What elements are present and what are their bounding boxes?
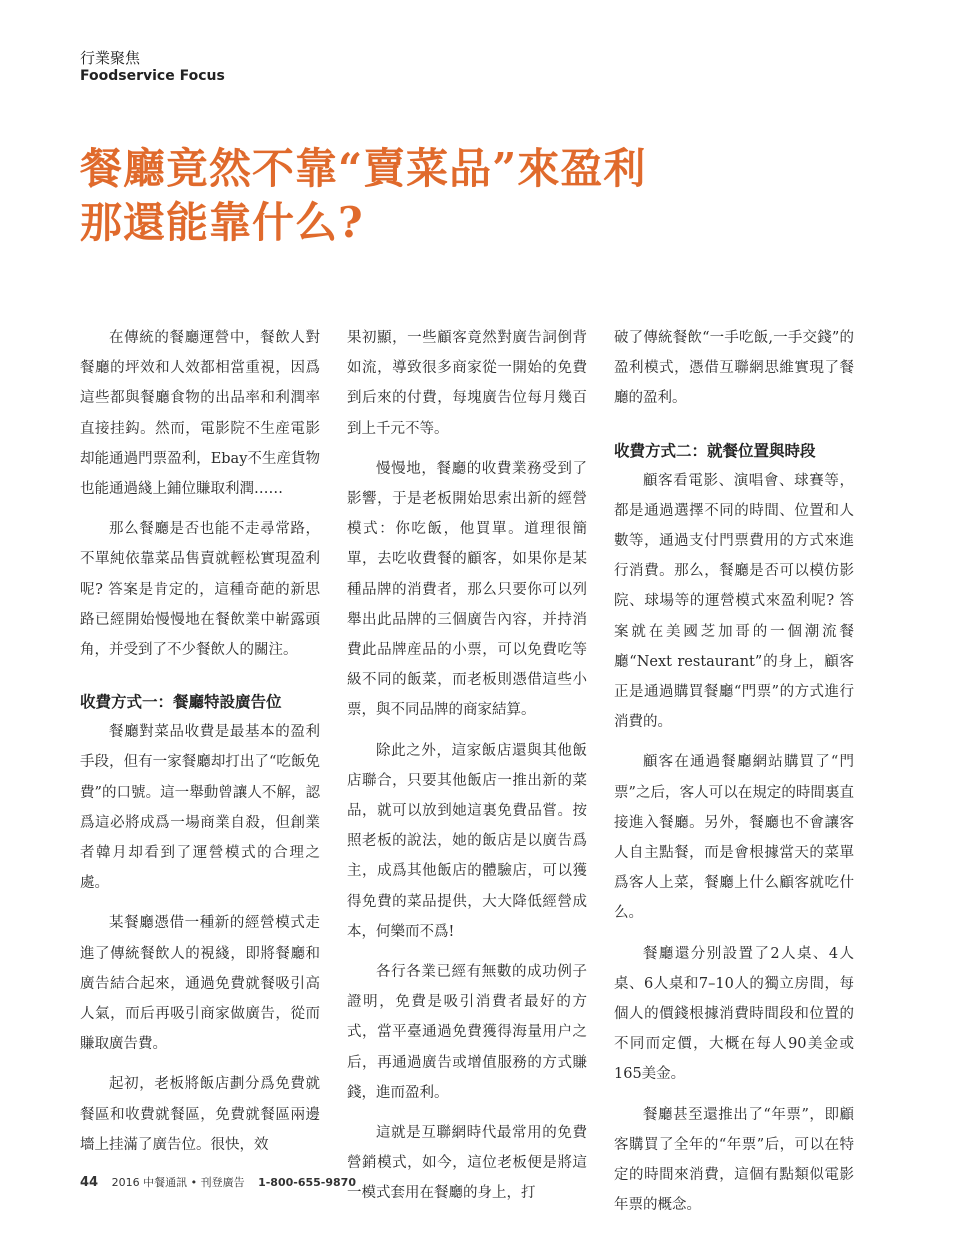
title-line-2: 那還能靠什么? <box>80 198 364 247</box>
section-label-english: Foodservice Focus <box>80 68 225 84</box>
paragraph: 餐廳對菜品收費是最基本的盈利手段，但有一家餐廳却打出了“吃飯免費”的口號。這一舉動曾讓人不解，認爲這必將成爲一場商業自殺，但創業者韓月却看到了運營模式的合理之處。 <box>80 724 320 892</box>
paragraph: 起初，老板將飯店劃分爲免費就餐區和收費就餐區，免費就餐區兩邊墻上挂滿了廣告位。很快，效 <box>80 1076 320 1153</box>
article-column-2 <box>347 323 587 1209</box>
paragraph: 在傳統的餐廳運營中，餐飲人對餐廳的坪效和人效都相當重視，因爲這些都與餐廳食物的出品率和利潤率直接挂鈎。然而，電影院不生産電影却能通過門票盈利，Ebay不生産貨物也能通過綫上鋪位賺取利潤…… <box>80 330 320 498</box>
paragraph: 餐廳還分别設置了2人桌、4人桌、6人桌和7–10人的獨立房間，每個人的價錢根據消費時間段和位置的不同而定價，大概在每人90美金或165美金。 <box>614 945 854 1083</box>
section-label: 行業聚焦 <box>80 49 141 67</box>
publication-name: 2016 中餐通訊 • 刊登廣告 <box>111 1176 245 1189</box>
paragraph: 顧客在通過餐廳網站購買了“門票”之后，客人可以在規定的時間裏直接進入餐廳。另外，餐廳也不會讓客人自主點餐，而是會根據當天的菜單爲客人上菜，餐廳上什么顧客就吃什么。 <box>614 754 854 922</box>
article-title <box>80 142 880 250</box>
article-column-3 <box>614 323 854 1220</box>
section-heading: 收費方式一：餐廳特設廣告位 <box>80 693 282 712</box>
title-line-1: 餐廳竟然不靠“賣菜品”來盈利 <box>80 144 647 193</box>
paragraph: 破了傳統餐飲“一手吃飯,一手交錢”的盈利模式，憑借互聯網思維實現了餐廳的盈利。 <box>614 330 854 407</box>
paragraph: 顧客看電影、演唱會、球賽等，都是通過選擇不同的時間、位置和人數等，通過支付門票費用的方式來進行消費。那么，餐廳是否可以模仿影院、球場等的運營模式來盈利呢? 答案就在美國芝加哥的一個潮流餐廳“Next restaurant”的身上，顧客正是通過購買餐廳“門票”的方式進行消費的。 <box>614 472 854 731</box>
paragraph: 餐廳甚至還推出了“年票”，即顧客購買了全年的“年票”后，可以在特定的時間來消費，這個有點類似電影年票的概念。 <box>614 1106 854 1214</box>
section-heading: 收費方式二：就餐位置與時段 <box>614 441 816 460</box>
paragraph: 慢慢地，餐廳的收費業務受到了影響，于是老板開始思索出新的經營模式：你吃飯，他買單。道理很簡單，去吃收費餐的顧客，如果你是某種品牌的消費者，那么只要你可以列舉出此品牌的三個廣告內容，并持消費此品牌産品的小票，可以免費吃等級不同的飯菜，而老板則憑借這些小票，與不同品牌的商家結算。 <box>347 460 587 719</box>
paragraph: 除此之外，這家飯店還與其他飯店聯合，只要其他飯店一推出新的菜品，就可以放到她這裏免費品嘗。按照老板的說法，她的飯店是以廣告爲主，成爲其他飯店的體驗店，可以獲得免費的菜品提供，大大降低經營成本，何樂而不爲! <box>347 742 587 940</box>
paragraph: 各行各業已經有無數的成功例子證明，免費是吸引消費者最好的方式，當平臺通過免費獲得海量用户之后，再通過廣告或增值服務的方式賺錢，進而盈利。 <box>347 964 587 1101</box>
paragraph: 這就是互聯網時代最常用的免費營銷模式，如今，這位老板便是將這一模式套用在餐廳的身上，打 <box>347 1125 587 1202</box>
article-column-1 <box>80 323 320 1160</box>
paragraph: 某餐廳憑借一種新的經營模式走進了傳統餐飲人的視綫，即將餐廳和廣告結合起來，通過免費就餐吸引高人氣，而后再吸引商家做廣告，從而賺取廣告費。 <box>80 915 320 1053</box>
paragraph: 果初顯，一些顧客竟然對廣告詞倒背如流，導致很多商家從一開始的免費到后來的付費，每塊廣告位每月幾百到上千元不等。 <box>347 330 587 437</box>
page-footer <box>80 1174 356 1190</box>
page-number: 44 <box>80 1175 99 1190</box>
paragraph: 那么餐廳是否也能不走尋常路，不單純依靠菜品售賣就輕松實現盈利呢? 答案是肯定的，這種奇葩的新思路已經開始慢慢地在餐飲業中嶄露頭角，并受到了不少餐飲人的關注。 <box>80 521 320 659</box>
phone-number: 1-800-655-9870 <box>258 1176 356 1189</box>
